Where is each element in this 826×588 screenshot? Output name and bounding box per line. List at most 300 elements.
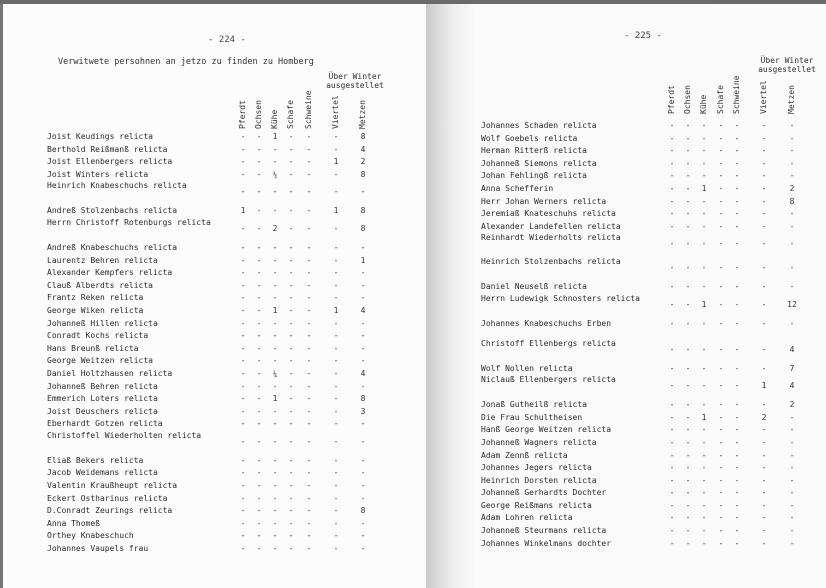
value-cell: - <box>333 242 339 252</box>
value-cell: - <box>685 500 691 510</box>
value-cell: - <box>333 280 339 290</box>
value-cell: 2 <box>761 412 767 422</box>
value-cell: - <box>288 318 294 328</box>
value-cell: - <box>761 344 767 354</box>
value-cell: 8 <box>360 223 366 233</box>
value-cell: - <box>360 518 366 528</box>
value-cell: - <box>306 356 312 366</box>
value-cell: - <box>288 468 294 478</box>
value-cell: - <box>272 481 278 491</box>
column-header <box>731 54 741 114</box>
value-cell: - <box>718 463 724 473</box>
value-cell: - <box>701 425 707 435</box>
value-cell: 8 <box>360 206 366 216</box>
value-cell: - <box>701 500 707 510</box>
entry-name: Johanneß Gerhardts Dochter <box>481 488 607 498</box>
table-row <box>47 543 417 556</box>
column-header <box>715 54 725 114</box>
value-cell: - <box>761 425 767 435</box>
value-cell: - <box>306 518 312 528</box>
value-cell: - <box>669 209 675 219</box>
value-cell: - <box>272 268 278 278</box>
column-header <box>285 69 295 129</box>
value-cell: - <box>333 406 339 416</box>
value-cell: - <box>701 282 707 292</box>
table-row <box>47 218 417 242</box>
value-cell: - <box>288 356 294 366</box>
entry-name: Johanneß Steurmans relicta <box>481 526 607 536</box>
value-cell: - <box>272 206 278 216</box>
value-cell: - <box>256 343 262 353</box>
table-row <box>47 292 417 305</box>
value-cell: - <box>761 475 767 485</box>
value-cell: - <box>685 412 691 422</box>
page-number: - 224 - <box>208 35 246 45</box>
value-cell: 1 <box>701 412 707 422</box>
value-cell: - <box>718 344 724 354</box>
column-header <box>253 69 263 129</box>
value-cell: - <box>685 475 691 485</box>
value-cell: ½ <box>272 170 278 179</box>
column-header <box>666 54 676 114</box>
value-cell: - <box>718 209 724 219</box>
value-cell: - <box>761 526 767 536</box>
value-cell: - <box>360 187 366 197</box>
table-row <box>47 530 417 543</box>
value-cell: - <box>288 394 294 404</box>
page-title: Verwitwete persohnen an jetzo zu finden zu Homberg <box>58 57 314 67</box>
value-cell: 1 <box>272 394 278 404</box>
value-cell: - <box>272 331 278 341</box>
value-cell: - <box>288 223 294 233</box>
entry-name: Orthey Knabeschuch <box>47 531 134 541</box>
value-cell: - <box>685 221 691 231</box>
value-cell: - <box>306 318 312 328</box>
value-cell: - <box>789 146 795 156</box>
entry-name: Herr Johan Werners relicta <box>481 196 607 206</box>
value-cell: - <box>685 299 691 309</box>
table-row <box>481 158 826 171</box>
entry-name: Joist Ellenbergers relicta <box>47 157 173 167</box>
value-cell: - <box>256 468 262 478</box>
value-cell: - <box>240 544 246 554</box>
value-cell: - <box>333 506 339 516</box>
value-cell: - <box>685 121 691 130</box>
value-cell: - <box>288 206 294 216</box>
column-header-label: Schafe <box>286 100 295 129</box>
entries-table <box>481 120 826 550</box>
value-cell: - <box>761 400 767 410</box>
value-cell: - <box>718 282 724 292</box>
value-cell: - <box>718 425 724 435</box>
value-cell: 4 <box>789 344 795 354</box>
value-cell: - <box>701 121 707 130</box>
value-cell: 2 <box>360 157 366 167</box>
value-cell: - <box>701 488 707 498</box>
table-row <box>481 120 826 133</box>
value-cell: - <box>789 171 795 181</box>
value-cell: - <box>306 368 312 378</box>
value-cell: - <box>288 144 294 154</box>
value-cell: - <box>360 280 366 290</box>
value-cell: - <box>240 318 246 328</box>
value-cell: - <box>288 406 294 416</box>
value-cell: - <box>701 239 707 249</box>
value-cell: - <box>701 133 707 143</box>
table-row <box>47 431 417 455</box>
value-cell: - <box>669 196 675 206</box>
value-cell: - <box>669 513 675 523</box>
entry-name: Johanneß Wagners relicta <box>481 437 597 447</box>
value-cell: - <box>761 437 767 447</box>
value-cell: - <box>306 436 312 446</box>
value-cell: - <box>685 363 691 373</box>
value-cell: - <box>256 255 262 265</box>
value-cell: - <box>306 169 312 179</box>
table-row <box>47 393 417 406</box>
value-cell: - <box>306 544 312 554</box>
value-cell: - <box>761 263 767 273</box>
value-cell: - <box>333 468 339 478</box>
entry-name: Johannes Winkelmans dochter <box>481 538 612 548</box>
value-cell: - <box>333 268 339 278</box>
value-cell: - <box>256 242 262 252</box>
entry-name: Anna Thomeß <box>47 518 100 528</box>
value-cell: - <box>789 425 795 435</box>
value-cell: - <box>734 437 740 447</box>
table-row <box>47 305 417 318</box>
value-cell: - <box>761 513 767 523</box>
entry-name: Laurentz Behren relicta <box>47 255 158 265</box>
value-cell: - <box>685 263 691 273</box>
value-cell: - <box>669 475 675 485</box>
value-cell: - <box>718 171 724 181</box>
value-cell: - <box>718 133 724 143</box>
value-cell: - <box>669 463 675 473</box>
value-cell: 4 <box>789 381 795 391</box>
value-cell: - <box>333 255 339 265</box>
value-cell: - <box>789 538 795 548</box>
value-cell: - <box>734 133 740 143</box>
value-cell: - <box>306 242 312 252</box>
entry-name: Eberhardt Gotzen relicta <box>47 419 163 429</box>
value-cell: - <box>718 158 724 168</box>
entry-name: Adam Zennß relicta <box>481 450 568 460</box>
value-cell: - <box>718 239 724 249</box>
value-cell: - <box>240 268 246 278</box>
value-cell: - <box>256 318 262 328</box>
value-cell: - <box>669 183 675 193</box>
entry-name: Eliaß Bekers relicta <box>47 455 144 465</box>
value-cell: - <box>718 538 724 548</box>
column-header-label: Schafe <box>716 85 725 114</box>
value-cell: - <box>789 437 795 447</box>
table-row <box>481 412 826 425</box>
value-cell: - <box>718 400 724 410</box>
value-cell: - <box>288 368 294 378</box>
value-cell: - <box>333 455 339 465</box>
value-cell: - <box>669 263 675 273</box>
value-cell: - <box>669 488 675 498</box>
value-cell: - <box>333 293 339 303</box>
entry-name: Berthold Reißmanß relicta <box>47 144 168 154</box>
value-cell: - <box>685 146 691 156</box>
value-cell: - <box>701 400 707 410</box>
value-cell: - <box>288 481 294 491</box>
value-cell: - <box>272 493 278 503</box>
value-cell: - <box>306 419 312 429</box>
value-cell: - <box>333 518 339 528</box>
value-cell: - <box>306 343 312 353</box>
value-cell: - <box>240 518 246 528</box>
value-cell: - <box>333 187 339 197</box>
value-cell: - <box>288 305 294 315</box>
value-cell: - <box>240 242 246 252</box>
column-header-label: Schweine <box>304 90 313 129</box>
value-cell: - <box>240 436 246 446</box>
value-cell: - <box>288 242 294 252</box>
table-row <box>47 505 417 518</box>
column-header-label: Kühe <box>270 109 279 129</box>
value-cell: - <box>701 263 707 273</box>
value-cell: - <box>272 436 278 446</box>
value-cell: - <box>288 518 294 528</box>
value-cell: 8 <box>360 132 366 141</box>
table-row <box>481 424 826 437</box>
value-cell: - <box>256 331 262 341</box>
table-row <box>481 208 826 221</box>
value-cell: - <box>240 493 246 503</box>
value-cell: - <box>288 255 294 265</box>
value-cell: - <box>734 425 740 435</box>
value-cell: - <box>360 468 366 478</box>
value-cell: - <box>240 255 246 265</box>
value-cell: - <box>256 293 262 303</box>
entry-name: Johan Fehlingß relicta <box>481 171 587 181</box>
value-cell: - <box>669 412 675 422</box>
value-cell: - <box>240 169 246 179</box>
entry-name: Jeremiaß Knateschuhs relicta <box>481 209 616 219</box>
value-cell: - <box>718 500 724 510</box>
value-cell: - <box>718 381 724 391</box>
value-cell: - <box>240 187 246 197</box>
column-header <box>698 54 708 114</box>
value-cell: - <box>734 381 740 391</box>
value-cell: - <box>718 412 724 422</box>
value-cell: - <box>685 133 691 143</box>
value-cell: 1 <box>333 157 339 167</box>
value-cell: 3 <box>360 406 366 416</box>
value-cell: - <box>288 157 294 167</box>
value-cell: - <box>333 436 339 446</box>
entry-name: Anna Schefferin <box>481 183 554 193</box>
entry-name: Hans Breunß relicta <box>47 343 139 353</box>
value-cell: - <box>685 488 691 498</box>
value-cell: - <box>306 132 312 141</box>
table-row <box>47 330 417 343</box>
table-row <box>47 144 417 157</box>
value-cell: - <box>256 493 262 503</box>
value-cell: - <box>734 146 740 156</box>
value-cell: - <box>734 500 740 510</box>
value-cell: - <box>360 436 366 446</box>
value-cell: - <box>701 463 707 473</box>
value-cell: - <box>256 223 262 233</box>
value-cell: - <box>306 157 312 167</box>
value-cell: - <box>306 187 312 197</box>
value-cell: - <box>306 506 312 516</box>
value-cell: - <box>669 526 675 536</box>
value-cell: - <box>734 488 740 498</box>
value-cell: - <box>734 450 740 460</box>
value-cell: - <box>789 475 795 485</box>
value-cell: - <box>789 282 795 292</box>
value-cell: - <box>789 221 795 231</box>
value-cell: - <box>333 419 339 429</box>
column-header <box>269 69 279 129</box>
value-cell: 1 <box>272 132 278 141</box>
value-cell: - <box>669 500 675 510</box>
entry-name: Johannes Knabeschuchs Erben <box>481 318 612 328</box>
entry-name: Johanneß Hillen relicta <box>47 318 158 328</box>
table-row <box>481 133 826 146</box>
value-cell: 1 <box>240 206 246 216</box>
value-cell: - <box>669 318 675 328</box>
value-cell: - <box>734 513 740 523</box>
value-cell: - <box>718 526 724 536</box>
entry-name: Heinrich Stolzenbachs relicta <box>481 257 621 267</box>
value-cell: - <box>272 468 278 478</box>
value-cell: - <box>734 475 740 485</box>
value-cell: - <box>761 538 767 548</box>
value-cell: - <box>272 293 278 303</box>
column-header <box>682 54 692 114</box>
table-row <box>481 196 826 209</box>
table-row <box>47 355 417 368</box>
value-cell: - <box>718 221 724 231</box>
entry-name: Johanneß Behren relicta <box>47 381 158 391</box>
value-cell: 1 <box>333 206 339 216</box>
value-cell: - <box>734 263 740 273</box>
value-cell: - <box>789 158 795 168</box>
entry-name: Clauß Alberdts relicta <box>47 280 153 290</box>
value-cell: 1 <box>360 255 366 265</box>
value-cell: - <box>256 531 262 541</box>
table-row <box>47 169 417 182</box>
value-cell: 4 <box>360 144 366 154</box>
value-cell: - <box>360 531 366 541</box>
entry-name: Conradt Kochs relicta <box>47 331 149 341</box>
table-row <box>47 455 417 468</box>
value-cell: - <box>701 146 707 156</box>
value-cell: - <box>240 394 246 404</box>
value-cell: - <box>718 363 724 373</box>
value-cell: - <box>256 381 262 391</box>
value-cell: - <box>734 196 740 206</box>
value-cell: - <box>306 223 312 233</box>
entry-name: Johanneß Siemons relicta <box>481 158 597 168</box>
value-cell: - <box>240 144 246 154</box>
value-cell: - <box>734 400 740 410</box>
entry-name: Alexander Kempfers relicta <box>47 268 173 278</box>
table-row <box>47 381 417 394</box>
value-cell: - <box>734 463 740 473</box>
value-cell: - <box>256 280 262 290</box>
value-cell: - <box>789 463 795 473</box>
value-cell: - <box>272 356 278 366</box>
value-cell: - <box>734 344 740 354</box>
value-cell: - <box>685 463 691 473</box>
value-cell: - <box>272 506 278 516</box>
value-cell: - <box>256 268 262 278</box>
value-cell: - <box>789 318 795 328</box>
entry-name: Herrn Christoff Rotenburgs relicta <box>47 217 211 227</box>
entries-table <box>47 131 417 556</box>
value-cell: - <box>685 158 691 168</box>
value-cell: - <box>701 318 707 328</box>
value-cell: - <box>701 513 707 523</box>
value-cell: - <box>734 363 740 373</box>
value-cell: - <box>761 183 767 193</box>
value-cell: - <box>669 282 675 292</box>
entry-name: Joist Winters relicta <box>47 169 149 179</box>
value-cell: - <box>789 121 795 130</box>
value-cell: 4 <box>360 305 366 315</box>
value-cell: - <box>789 526 795 536</box>
table-row <box>47 205 417 218</box>
entry-name: Johannes Jegers relicta <box>481 463 592 473</box>
value-cell: - <box>256 544 262 554</box>
value-cell: - <box>789 239 795 249</box>
value-cell: - <box>288 531 294 541</box>
value-cell: - <box>306 268 312 278</box>
value-cell: - <box>669 381 675 391</box>
value-cell: - <box>256 157 262 167</box>
value-cell: - <box>288 544 294 554</box>
value-cell: - <box>685 450 691 460</box>
value-cell: - <box>240 280 246 290</box>
value-cell: - <box>685 183 691 193</box>
table-row <box>47 242 417 255</box>
value-cell: - <box>718 318 724 328</box>
value-cell: - <box>685 400 691 410</box>
value-cell: - <box>240 368 246 378</box>
value-cell: - <box>669 146 675 156</box>
row-gap <box>481 331 826 339</box>
table-row <box>47 518 417 531</box>
value-cell: - <box>701 437 707 447</box>
table-row <box>47 467 417 480</box>
value-cell: - <box>256 419 262 429</box>
value-cell: - <box>701 363 707 373</box>
table-row <box>481 183 826 196</box>
table-row <box>481 339 826 363</box>
value-cell: 8 <box>360 169 366 179</box>
value-cell: - <box>333 356 339 366</box>
value-cell: - <box>685 318 691 328</box>
value-cell: - <box>272 318 278 328</box>
value-cell: - <box>669 299 675 309</box>
value-cell: - <box>333 531 339 541</box>
entry-name: Die Frau Schultheisen <box>481 412 583 422</box>
table-row <box>47 406 417 419</box>
value-cell: - <box>734 299 740 309</box>
entry-name: Valentin Kraußheupt relicta <box>47 481 178 491</box>
value-cell: - <box>718 196 724 206</box>
column-header <box>303 69 313 129</box>
value-cell: - <box>288 280 294 290</box>
value-cell: - <box>306 144 312 154</box>
